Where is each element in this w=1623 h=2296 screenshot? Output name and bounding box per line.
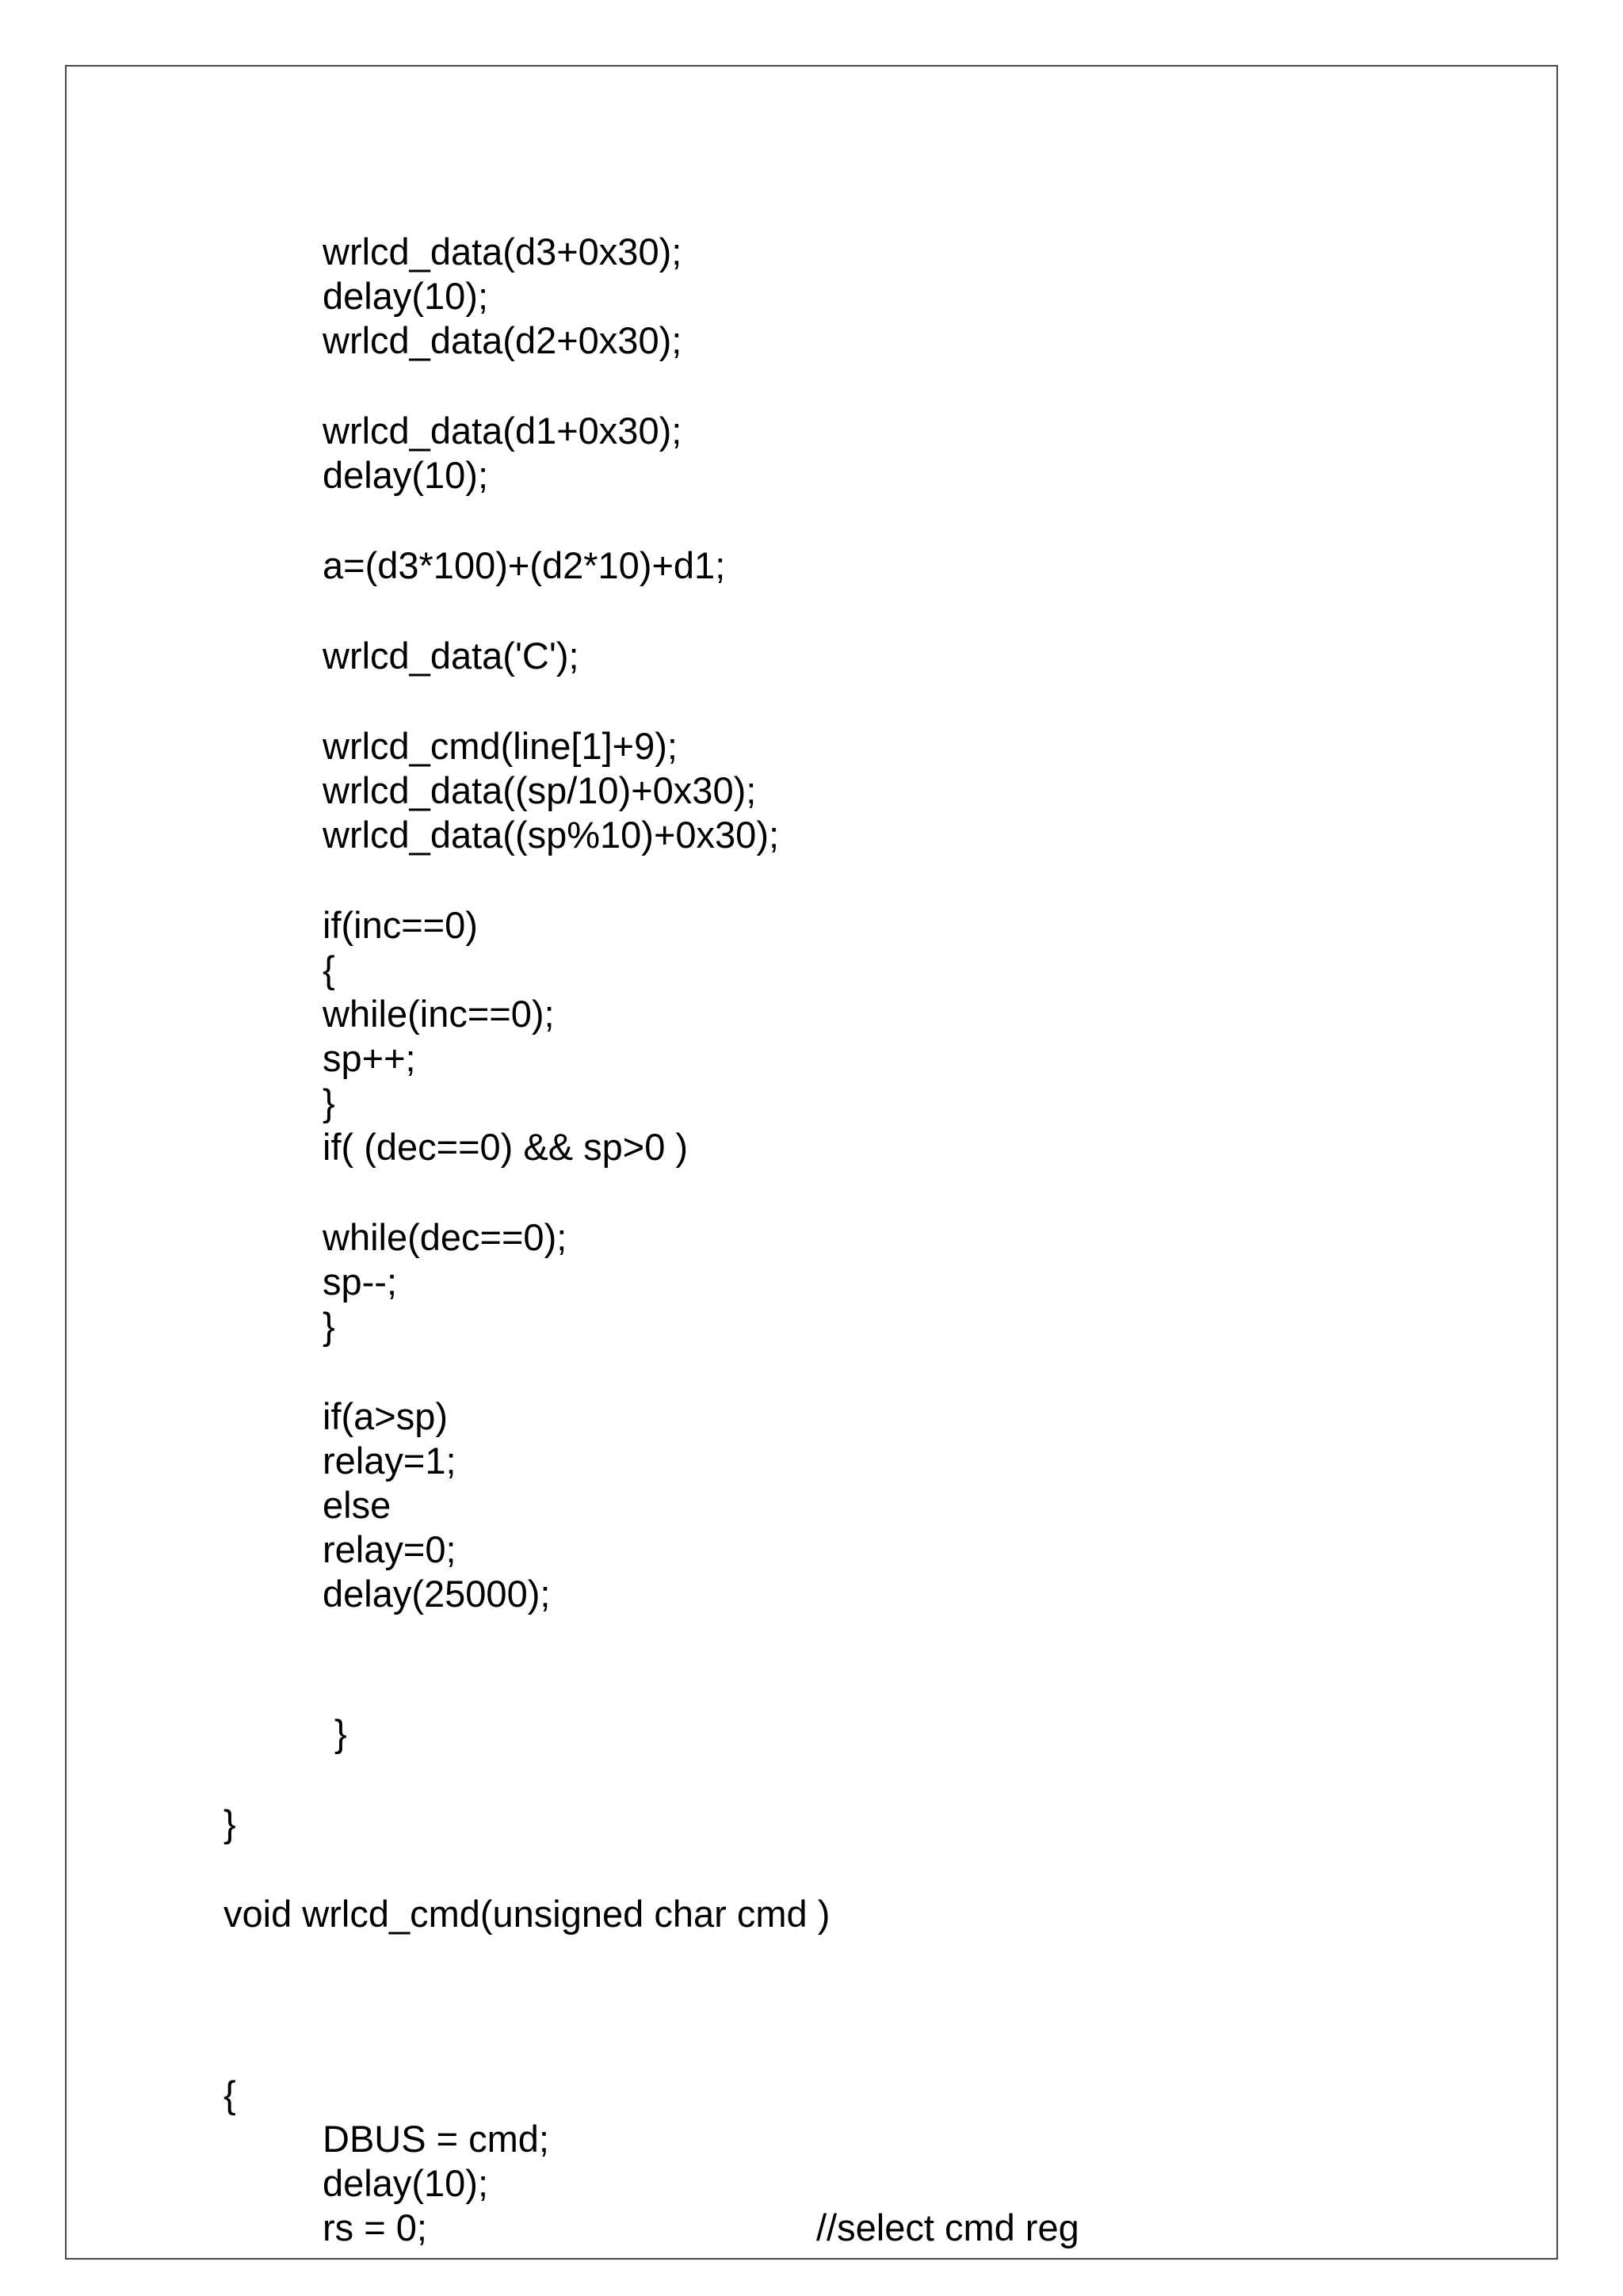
code-line: { bbox=[223, 2073, 236, 2115]
code-line: if(inc==0) bbox=[323, 904, 478, 946]
code-line: else bbox=[323, 1484, 391, 1526]
code-line: { bbox=[323, 948, 335, 990]
code-comment: //select cmd reg bbox=[816, 2206, 1079, 2248]
code-line: } bbox=[223, 1802, 236, 1844]
code-line: if(a>sp) bbox=[323, 1395, 449, 1437]
code-line: wrlcd_data((sp%10)+0x30); bbox=[323, 814, 780, 856]
code-line: wrlcd_data((sp/10)+0x30); bbox=[323, 769, 757, 811]
code-line: delay(10); bbox=[323, 275, 488, 317]
code-line: delay(10); bbox=[323, 2162, 488, 2204]
code-line: delay(10); bbox=[323, 454, 488, 496]
code-line: relay=0; bbox=[323, 1528, 456, 1570]
code-line: while(inc==0); bbox=[323, 993, 555, 1035]
code-line: sp++; bbox=[323, 1037, 416, 1079]
code-line: wrlcd_cmd(line[1]+9); bbox=[323, 725, 678, 767]
code-line: while(dec==0); bbox=[323, 1216, 567, 1258]
code-line: DBUS = cmd; bbox=[323, 2118, 549, 2160]
code-line: } bbox=[323, 1305, 335, 1347]
code-line: rs = 0; bbox=[323, 2206, 427, 2248]
code-line: void wrlcd_cmd(unsigned char cmd ) bbox=[223, 1893, 831, 1935]
code-line: relay=1; bbox=[323, 1440, 456, 1482]
code-line: sp--; bbox=[323, 1261, 397, 1302]
code-line: delay(25000); bbox=[323, 1573, 551, 1615]
code-line: wrlcd_data(d1+0x30); bbox=[323, 410, 682, 452]
code-line: wrlcd_data(d2+0x30); bbox=[323, 319, 682, 361]
code-line: wrlcd_data('C'); bbox=[323, 635, 579, 677]
code-line: if( (dec==0) && sp>0 ) bbox=[323, 1126, 689, 1168]
code-line: } bbox=[323, 1081, 335, 1123]
code-line: wrlcd_data(d3+0x30); bbox=[323, 231, 682, 273]
code-line: } bbox=[334, 1712, 347, 1754]
code-line: a=(d3*100)+(d2*10)+d1; bbox=[323, 544, 726, 586]
